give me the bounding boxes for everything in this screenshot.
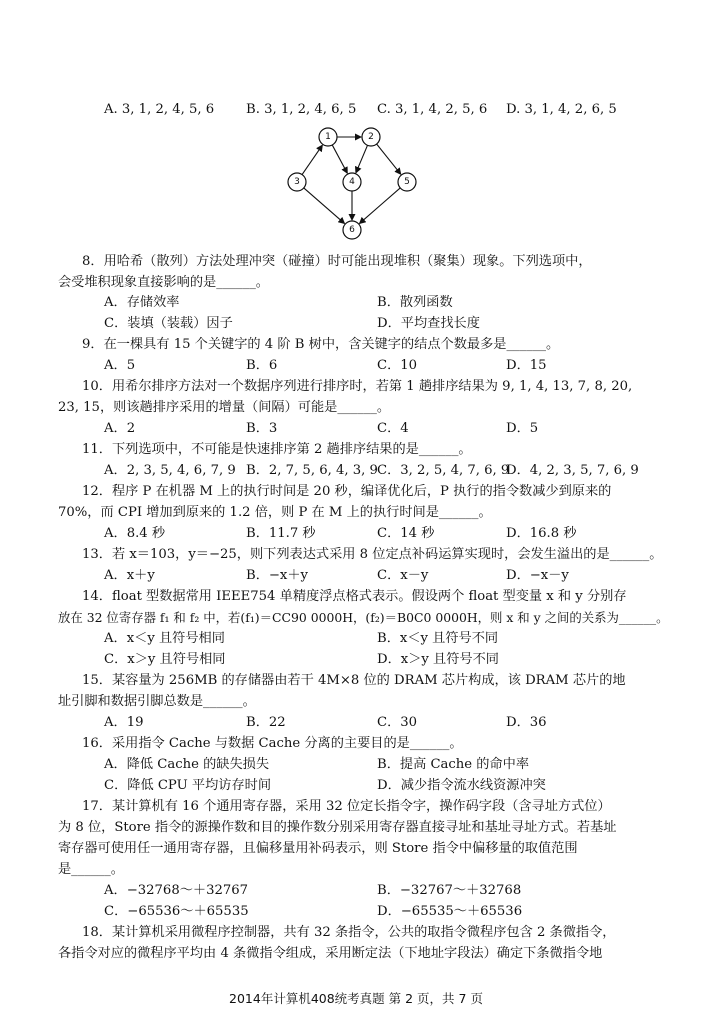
q9-option-d: D．15	[506, 358, 547, 373]
q16-option-a: A．降低 Cache 的缺失损失	[104, 757, 270, 772]
q14-option-c: C．x＞y 且符号相同	[104, 652, 226, 667]
q12-option-a: A．8.4 秒	[104, 526, 166, 541]
graph-edge-5-6	[360, 188, 401, 224]
q10-option-a: A．2	[104, 421, 136, 436]
q13-option-a: A．x＋y	[104, 568, 155, 583]
q10-option-b: B．3	[246, 421, 278, 436]
q10-stem-line2: 23, 15，则该趟排序采用的增量（间隔）可能是______。	[58, 400, 391, 415]
q11-option-c: C．3, 2, 5, 4, 7, 6, 9	[377, 463, 510, 478]
q8-option-c: C．装填（装载）因子	[104, 316, 233, 331]
q17-option-a: A．−32768～＋32767	[104, 883, 249, 898]
q7-option-a: A. 3, 1, 2, 4, 5, 6	[104, 102, 215, 117]
q8-option-d: D．平均查找长度	[377, 316, 480, 331]
q11-option-d: D．4, 2, 3, 5, 7, 6, 9	[506, 463, 639, 478]
graph-edge-2-4	[356, 145, 368, 172]
q15-option-d: D．36	[506, 715, 547, 730]
q17-option-c: C．−65536～＋65535	[104, 904, 249, 919]
q17-stem-line1: 17．某计算机有 16 个通用寄存器，采用 32 位定长指令字，操作码字段（含寻址方式位）	[82, 799, 611, 814]
graph-edge-3-1	[302, 145, 322, 174]
q18-stem-line1: 18．某计算机采用微程序控制器，共有 32 条指令，公共的取指令微程序包含 2 条微指令，	[82, 925, 616, 940]
q15-option-c: C．30	[377, 715, 418, 730]
q10-stem-line1: 10．用希尔排序方法对一个数据序列进行排序时，若第 1 趟排序结果为 9, 1, 4, 13, 7, 8, 20,	[82, 379, 633, 394]
q8-stem-line1: 8．用哈希（散列）方法处理冲突（碰撞）时可能出现堆积（聚集）现象。下列选项中，	[82, 254, 592, 269]
q10-option-c: C．4	[377, 421, 409, 436]
q18-stem-line2: 各指令对应的微程序平均由 4 条微指令组成，采用断定法（下地址字段法）确定下条微指令地	[58, 946, 603, 961]
q7-option-b: B. 3, 1, 2, 4, 6, 5	[246, 102, 357, 117]
q7-option-d: D. 3, 1, 4, 2, 6, 5	[506, 102, 617, 117]
directed-graph-figure	[280, 124, 430, 244]
q17-stem-line3: 寄存器可使用任一通用寄存器，且偏移量用补码表示，则 Store 指令中偏移量的取值范围	[58, 841, 578, 856]
q15-option-a: A．19	[104, 715, 144, 730]
q12-stem-line1: 12．程序 P 在机器 M 上的执行时间是 20 秒，编译优化后，P 执行的指令数减少到原来的	[82, 484, 612, 499]
q14-stem-line2: 放在 32 位寄存器 f₁ 和 f₂ 中，若(f₁)＝CC90 0000H，(f₂)＝B0C0 0000H，则 x 和 y 之间的关系为______。	[58, 610, 669, 625]
page-footer: 2014年计算机408统考真题 第 2 页，共 7 页	[229, 991, 483, 1006]
q17-stem-line2: 为 8 位，Store 指令的源操作数和目的操作数分别采用寄存器直接寻址和基址寻址方式。若基址	[58, 820, 617, 835]
graph-edge-2-5	[377, 144, 401, 174]
q16-stem-line1: 16．采用指令 Cache 与数据 Cache 分离的主要目的是______。	[82, 736, 463, 751]
q13-stem-line1: 13．若 x＝103，y＝−25，则下列表达式采用 8 位定点补码运算实现时，会发生溢出的是______。	[82, 547, 663, 562]
q8-option-a: A．存储效率	[104, 295, 180, 310]
graph-node-label-3: 3	[294, 177, 300, 187]
q9-option-c: C．10	[377, 358, 418, 373]
q14-option-a: A．x＜y 且符号相同	[104, 631, 225, 646]
graph-node-label-5: 5	[404, 177, 410, 187]
q13-option-c: C．x－y	[377, 568, 429, 583]
q15-option-b: B．22	[246, 715, 286, 730]
q12-stem-line2: 70%，而 CPI 增加到原来的 1.2 倍，则 P 在 M 上的执行时间是______。	[58, 505, 492, 520]
graph-node-label-2: 2	[368, 132, 374, 142]
q15-stem-line1: 15．某容量为 256MB 的存储器由若干 4M×8 位的 DRAM 芯片构成，该 DRAM 芯片的地	[82, 673, 626, 688]
graph-edge-1-4	[332, 145, 347, 173]
q8-option-b: B．散列函数	[377, 295, 453, 310]
q12-option-d: D．16.8 秒	[506, 526, 577, 541]
q16-option-d: D．减少指令流水线资源冲突	[377, 778, 546, 793]
q16-option-b: B．提高 Cache 的命中率	[377, 757, 530, 772]
q9-option-b: B．6	[246, 358, 278, 373]
q12-option-c: C．14 秒	[377, 526, 435, 541]
q9-option-a: A．5	[104, 358, 136, 373]
graph-edge-3-6	[304, 188, 345, 224]
q15-stem-line2: 址引脚和数据引脚总数是______。	[58, 694, 256, 709]
q17-stem-line4: 是______。	[58, 862, 124, 877]
q7-option-c: C. 3, 1, 4, 2, 5, 6	[377, 102, 488, 117]
q10-option-d: D．5	[506, 421, 539, 436]
graph-node-label-4: 4	[349, 177, 355, 187]
q17-option-b: B．−32767～＋32768	[377, 883, 522, 898]
graph-node-label-1: 1	[325, 132, 331, 142]
q16-option-c: C．降低 CPU 平均访存时间	[104, 778, 272, 793]
q14-option-b: B．x＜y 且符号不同	[377, 631, 499, 646]
q14-stem-line1: 14．float 型数据常用 IEEE754 单精度浮点格式表示。假设两个 float 型变量 x 和 y 分别存	[82, 589, 627, 604]
q13-option-b: B．−x＋y	[246, 568, 309, 583]
q11-option-b: B．2, 7, 5, 6, 4, 3, 9	[246, 463, 378, 478]
q8-stem-line2: 会受堆积现象直接影响的是______。	[58, 275, 269, 290]
q13-option-d: D．−x－y	[506, 568, 569, 583]
q17-option-d: D．−65535～＋65536	[377, 904, 523, 919]
q11-option-a: A．2, 3, 5, 4, 6, 7, 9	[104, 463, 236, 478]
q14-option-d: D．x＞y 且符号不同	[377, 652, 499, 667]
q12-option-b: B．11.7 秒	[246, 526, 316, 541]
q9-stem-line1: 9．在一棵具有 15 个关键字的 4 阶 B 树中，含关键字的结点个数最多是______。	[82, 337, 560, 352]
q11-stem-line1: 11．下列选项中，不可能是快速排序第 2 趟排序结果的是______。	[82, 442, 472, 457]
graph-node-label-6: 6	[349, 225, 355, 235]
